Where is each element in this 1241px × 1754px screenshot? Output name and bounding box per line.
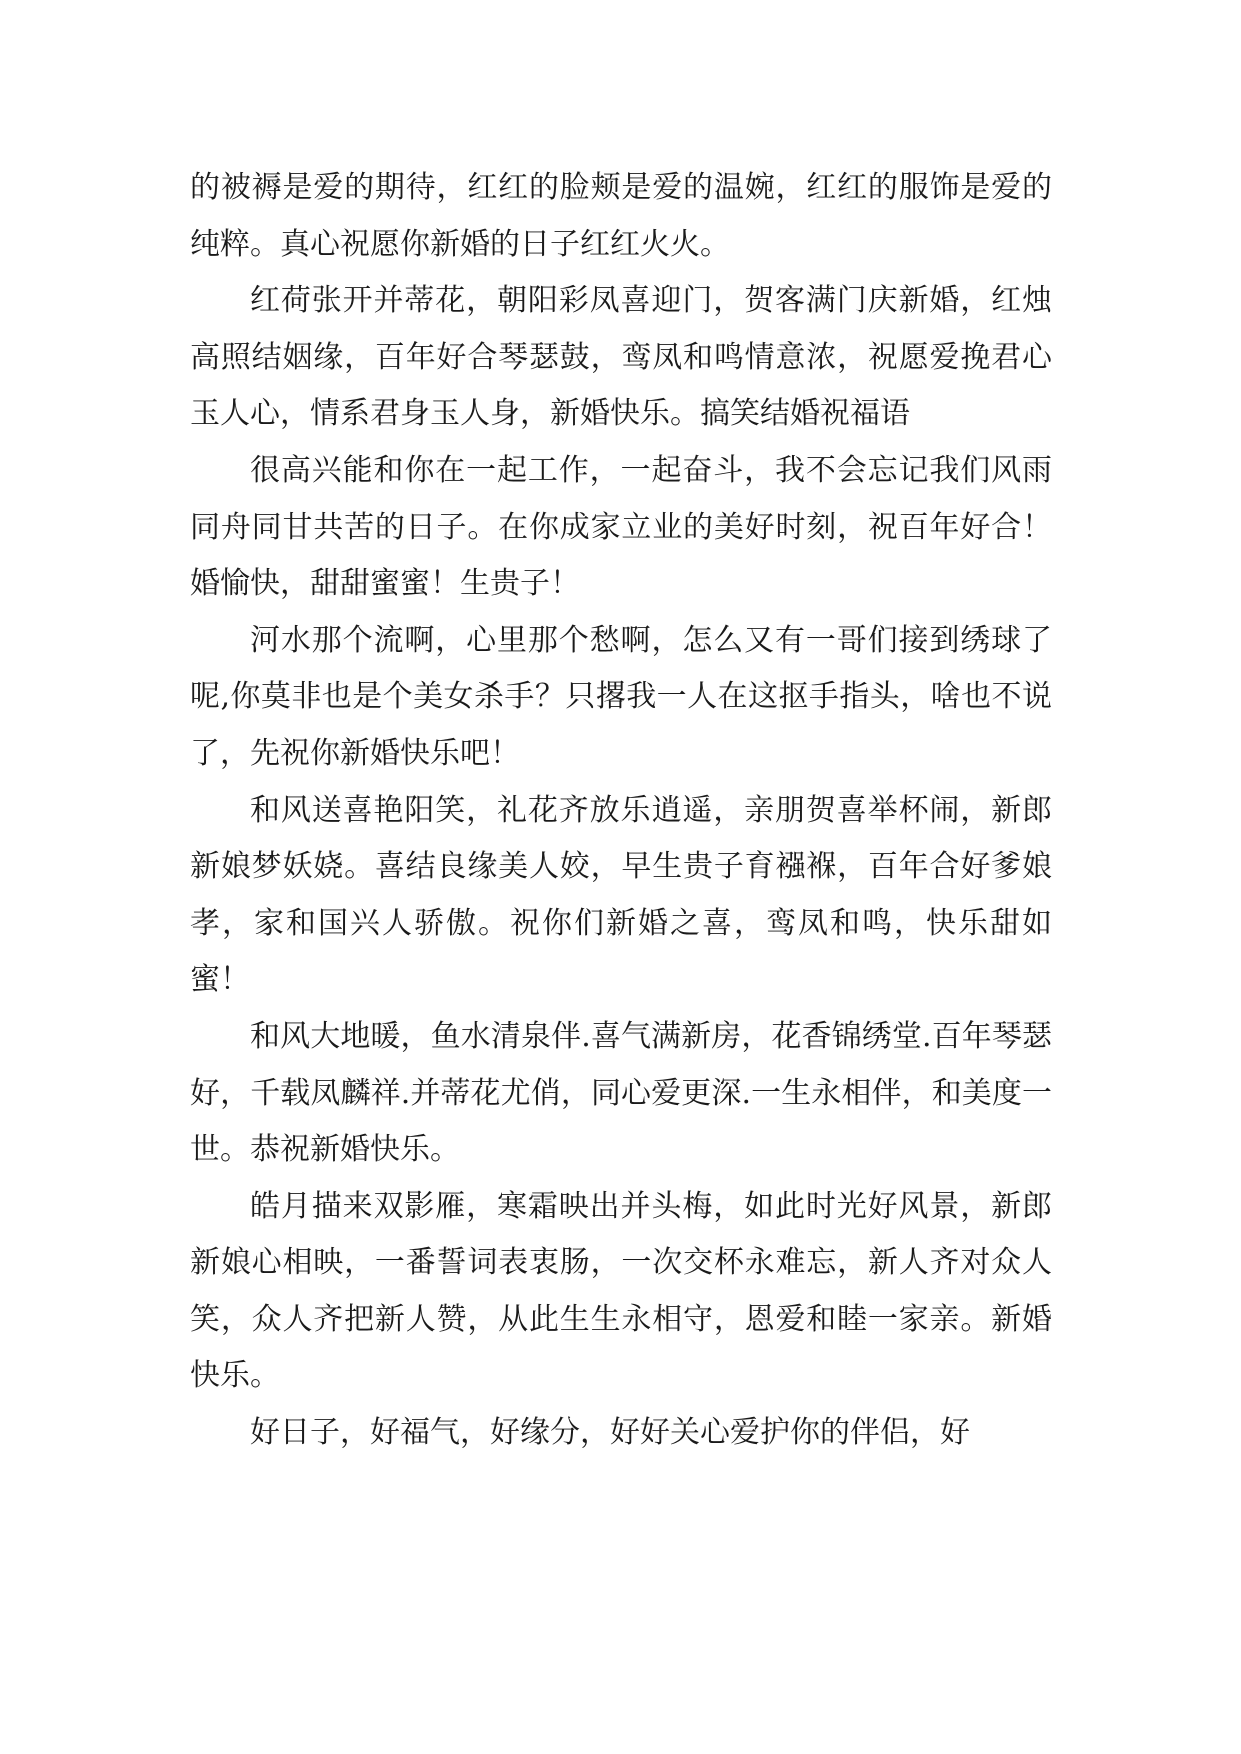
- paragraph-1: 的被褥是爱的期待，红红的脸颊是爱的温婉，红红的服饰是爱的纯粹。真心祝愿你新婚的日子红红火火。: [190, 170, 1052, 262]
- paragraph-8: 好日子，好福气，好缘分，好好关心爱护你的伴侣，好: [250, 1415, 970, 1451]
- paragraph-7: 皓月描来双影雁，寒霜映出并头梅，如此时光好风景，新郎新娘心相映，一番誓词表衷肠，一次交杯永难忘，新人齐对众人笑，众人齐把新人赞，从此生生永相守，恩爱和睦一家亲。新婚快乐。: [190, 1188, 1052, 1394]
- paragraph-6: 和风大地暖，鱼水清泉伴.喜气满新房，花香锦绣堂.百年琴瑟好，千载凤麟祥.并蒂花尤俏，同心爱更深.一生永相伴，和美度一世。恭祝新婚快乐。: [190, 1018, 1052, 1168]
- paragraph-4: 河水那个流啊，心里那个愁啊，怎么又有一哥们接到绣球了呢,你莫非也是个美女杀手？只撂我一人在这抠手指头，啥也不说了，先祝你新婚快乐吧！: [190, 622, 1052, 771]
- paragraph-3: 很高兴能和你在一起工作，一起奋斗，我不会忘记我们风雨同舟同甘共苦的日子。在你成家立业的美好时刻，祝百年好合！婚愉快，甜甜蜜蜜！生贵子！: [190, 452, 1052, 602]
- paragraph-5: 和风送喜艳阳笑，礼花齐放乐逍遥，亲朋贺喜举杯闹，新郎新娘梦妖娆。喜结良缘美人姣，早生贵子育襁褓，百年合好爹娘孝，家和国兴人骄傲。祝你们新婚之喜，鸾凤和鸣，快乐甜如蜜！: [190, 792, 1052, 998]
- paragraph-2: 红荷张开并蒂花，朝阳彩凤喜迎门，贺客满门庆新婚，红烛高照结姻缘，百年好合琴瑟鼓，鸾凤和鸣情意浓，祝愿爱挽君心玉人心，情系君身玉人身，新婚快乐。搞笑结婚祝福语: [190, 283, 1052, 432]
- document-body: [190, 160, 1052, 1462]
